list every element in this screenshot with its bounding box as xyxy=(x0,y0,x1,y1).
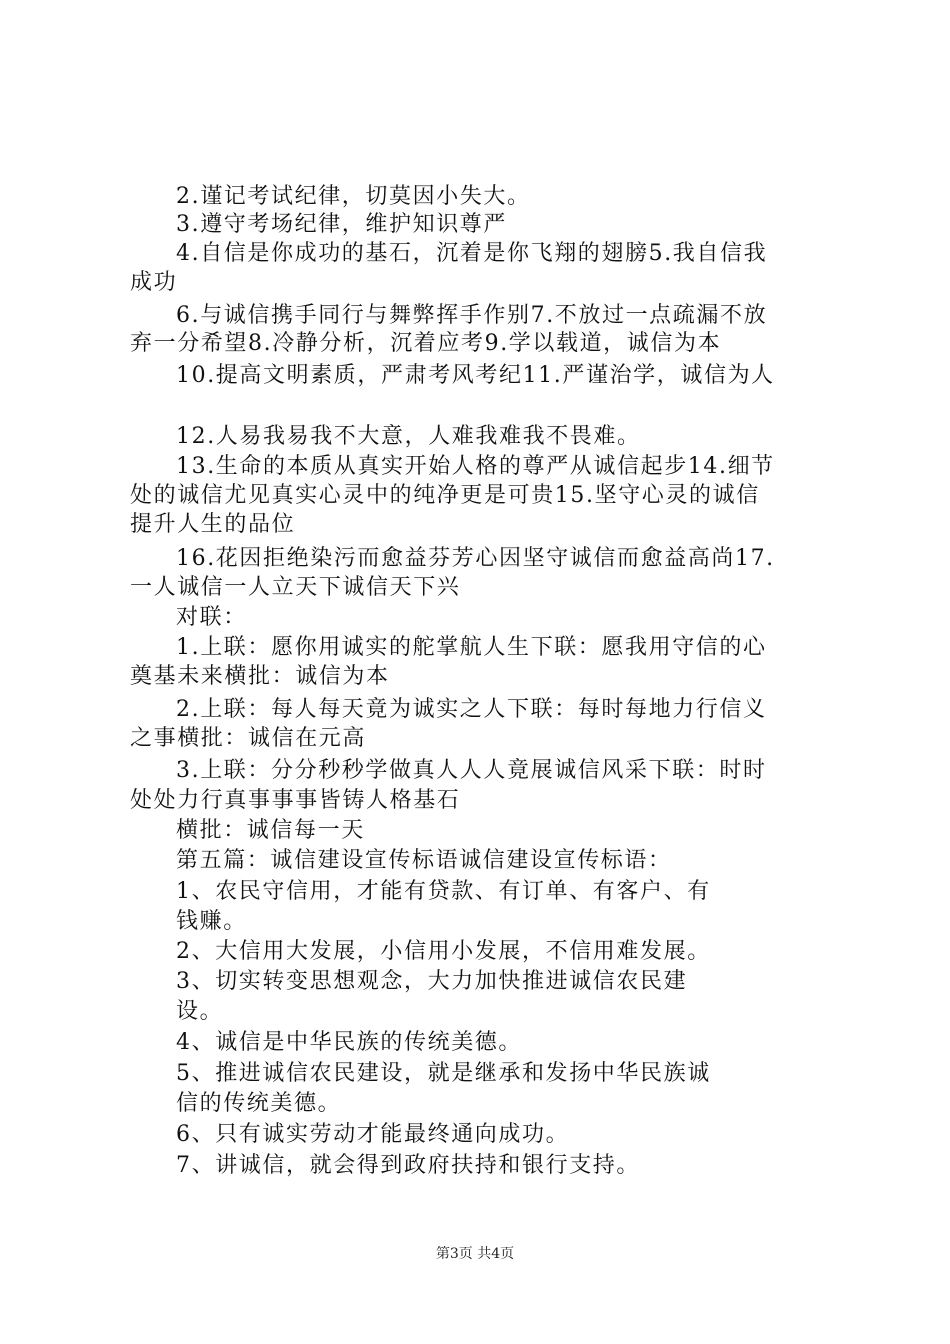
text-line: 之事横批：诚信在元高 xyxy=(130,726,367,751)
text-line: 一人诚信一人立天下诚信天下兴 xyxy=(130,575,461,600)
text-line: 10.提高文明素质，严肃考风考纪11.严谨治学，诚信为人 xyxy=(176,363,775,388)
text-line: 2.谨记考试纪律，切莫因小失大。 xyxy=(176,184,531,209)
text-line: 3、切实转变思想观念，大力加快推进诚信农民建 xyxy=(176,969,688,994)
text-line: 处处力行真事事事皆铸人格基石 xyxy=(130,788,461,813)
text-line: 2.上联：每人每天竟为诚实之人下联：每时每地力行信义 xyxy=(176,697,767,722)
text-line: 4.自信是你成功的基石，沉着是你飞翔的翅膀5.我自信我 xyxy=(176,241,768,266)
text-line: 6.与诚信携手同行与舞弊挥手作别7.不放过一点疏漏不放 xyxy=(176,303,768,328)
text-line: 12.人易我易我不大意，人难我难我不畏难。 xyxy=(176,424,641,449)
text-line: 信的传统美德。 xyxy=(176,1091,342,1116)
text-line: 对联： xyxy=(176,605,247,630)
text-line: 3.遵守考场纪律，维护知识尊严 xyxy=(176,212,507,237)
page-footer: 第3页 共4页 xyxy=(435,1246,515,1262)
text-line: 2、大信用大发展，小信用小发展，不信用难发展。 xyxy=(176,939,711,964)
text-line: 13.生命的本质从真实开始人格的尊严从诚信起步14.细节 xyxy=(176,454,775,479)
text-line: 奠基未来横批：诚信为本 xyxy=(130,664,390,689)
text-line: 弃一分希望8.冷静分析，沉着应考9.学以载道，诚信为本 xyxy=(130,331,722,356)
text-line: 钱赚。 xyxy=(176,909,247,934)
text-line: 6、只有诚实劳动才能最终通向成功。 xyxy=(176,1122,570,1147)
text-line: 7、讲诚信，就会得到政府扶持和银行支持。 xyxy=(176,1153,640,1178)
text-line: 成功 xyxy=(130,270,178,295)
text-line: 4、诚信是中华民族的传统美德。 xyxy=(176,1030,522,1055)
text-line: 5、推进诚信农民建设，就是继承和发扬中华民族诚 xyxy=(176,1061,711,1086)
text-line: 提升人生的品位 xyxy=(130,512,296,537)
text-line: 处的诚信尤见真实心灵中的纯净更是可贵15.坚守心灵的诚信 xyxy=(130,483,760,508)
text-line: 横批：诚信每一天 xyxy=(176,818,365,843)
text-line: 1.上联：愿你用诚实的舵掌航人生下联：愿我用守信的心 xyxy=(176,635,767,660)
text-line: 设。 xyxy=(176,999,224,1024)
text-line: 1、农民守信用，才能有贷款、有订单、有客户、有 xyxy=(176,879,711,904)
text-line: 16.花因拒绝染污而愈益芬芳心因坚守诚信而愈益高尚17. xyxy=(176,546,775,571)
text-line: 3.上联：分分秒秒学做真人人人竟展诚信风采下联：时时 xyxy=(176,758,767,783)
text-line: 第五篇：诚信建设宣传标语诚信建设宣传标语： xyxy=(176,848,672,873)
